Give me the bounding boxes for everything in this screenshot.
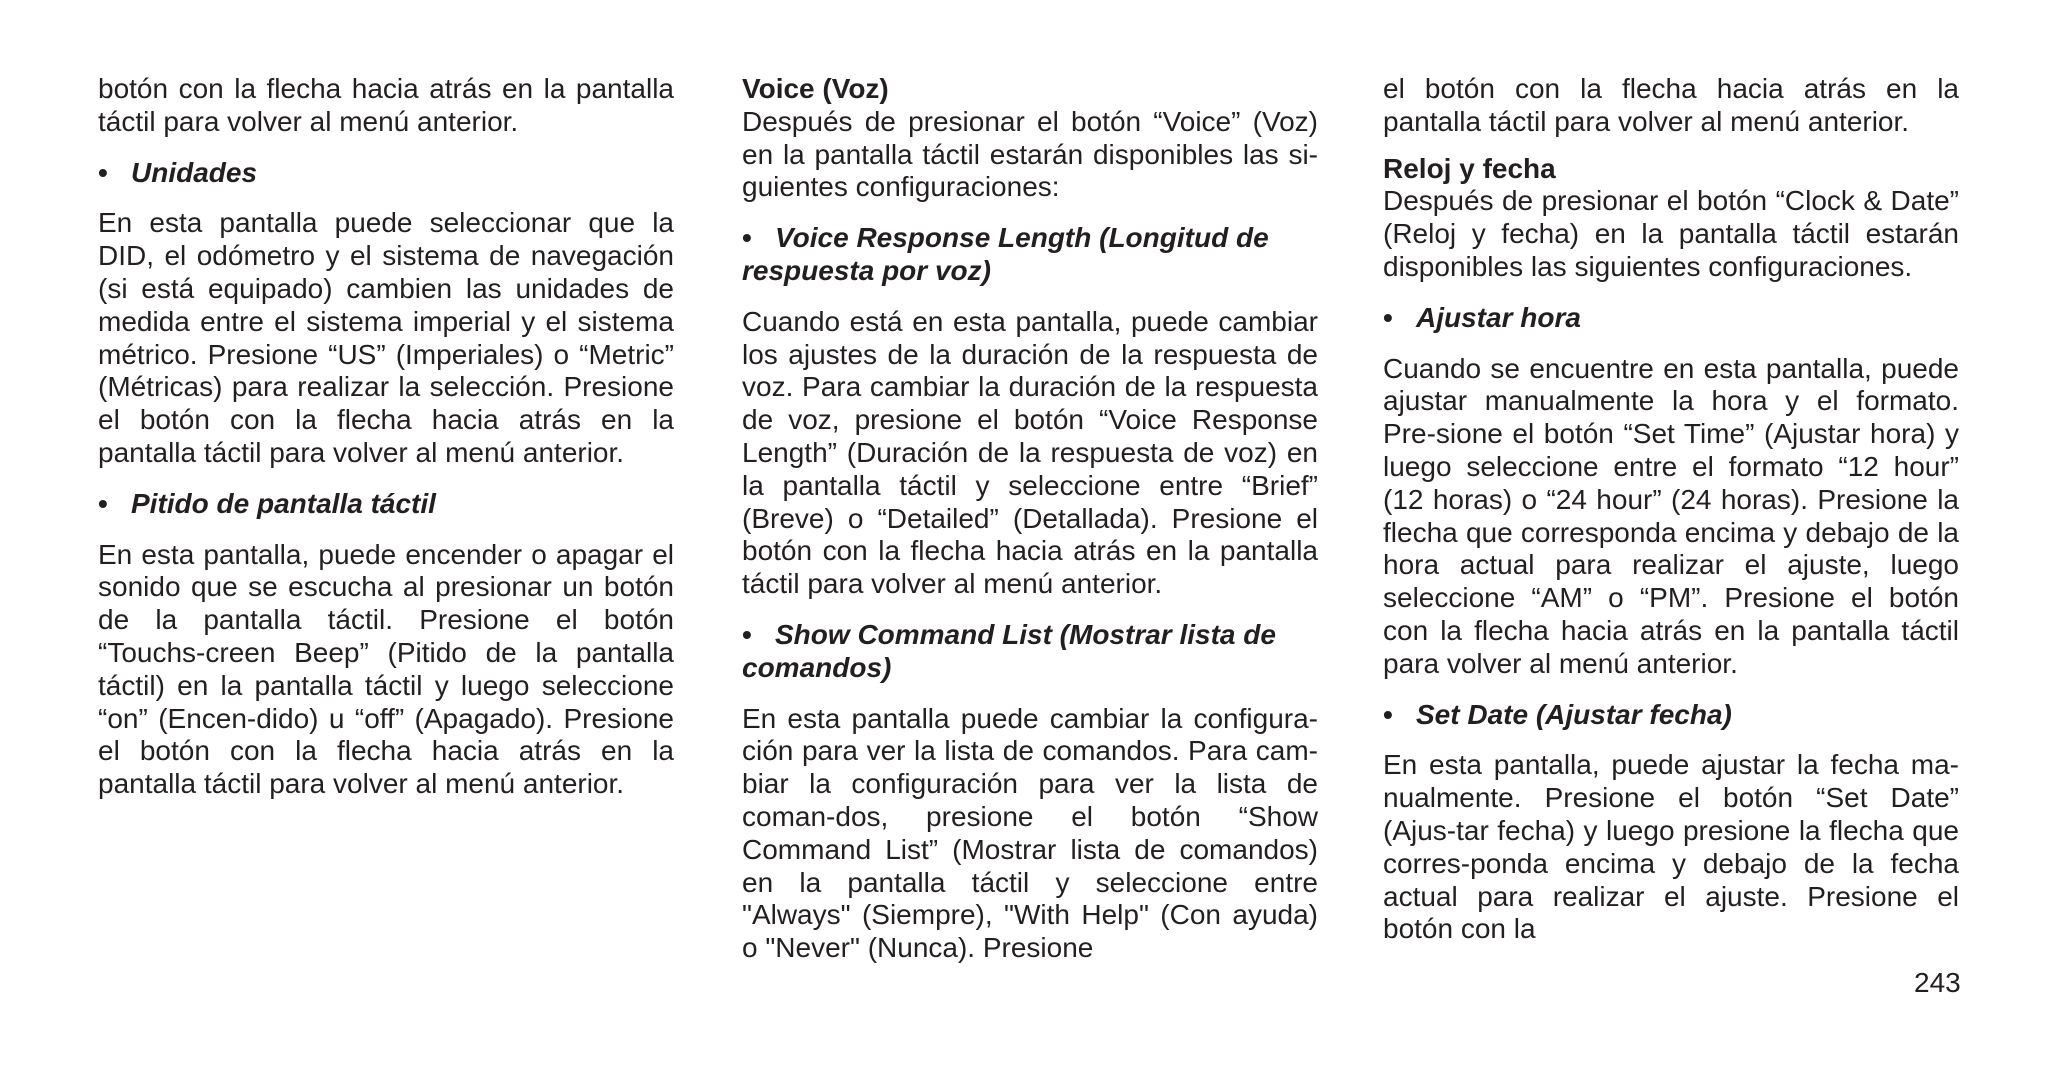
paragraph: botón con la flecha hacia atrás en la pantalla táctil para volver al menú anterior. [98, 73, 674, 137]
bullet-icon: • [742, 222, 752, 254]
paragraph: el botón con la flecha hacia atrás en la pantalla táctil para volver al menú anterior. [1383, 73, 1959, 137]
paragraph: En esta pantalla puede seleccionar que la DID, el odómetro y el sistema de navegación (si está equipado) cambien las unidades de medida entre el sistema imperial y el sistema métrico. Presione “US” (Imperiales) o “Metric” (Métricas) para realizar la selección. Presione el botón con la flecha hacia atrás en la pantalla táctil para volver al menú anterior. [98, 207, 674, 468]
section-heading-voice: Voice (Voz) [742, 73, 889, 104]
bullet-heading-text: Voice Response Length (Longitud de respuesta por voz) [742, 222, 1269, 286]
bullet-heading-text: Set Date (Ajustar fecha) [1416, 698, 1732, 730]
page-number: 243 [1914, 967, 1961, 998]
paragraph: Después de presionar el botón “Voice” (Voz) en la pantalla táctil estarán disponibles las si-guientes configuraciones: [742, 105, 1318, 203]
paragraph: En esta pantalla, puede ajustar la fecha ma-nualmente. Presione el botón “Set Date” (Ajus-tar fecha) y luego presione la flecha que corres-ponda encima y debajo de la fecha actual para realizar el ajuste. Presione el botón con la [1383, 749, 1959, 945]
paragraph: Cuando está en esta pantalla, puede cambiar los ajustes de la duración de la respuesta de voz. Para cambiar la duración de la respuesta de voz, presione el botón “Voice Response Length” (Duración de la respuesta de voz) en la pantalla táctil y seleccione entre “Brief” (Breve) o “Detailed” (Detallada). Presione el botón con la flecha hacia atrás en la pantalla táctil para volver al menú anterior. [742, 305, 1318, 600]
bullet-heading-show-command-list [742, 619, 1318, 685]
section-heading-reloj-fecha: Reloj y fecha [1383, 152, 1556, 184]
bullet-icon: • [98, 156, 108, 188]
paragraph: En esta pantalla puede cambiar la configura-ción para ver la lista de comandos. Para cam-biar la configuración para ver la lista de coman-dos, presione el botón “Show Command List” (Mostrar lista de comandos) en la pantalla táctil y seleccione entre "Always" (Siempre), "With Help" (Con ayuda) o "Never" (Nunca). Presione [742, 702, 1318, 964]
bullet-icon: • [1383, 301, 1393, 333]
bullet-heading-ajustar-hora [1383, 302, 1959, 335]
column-left [98, 73, 674, 801]
bullet-icon: • [742, 618, 752, 650]
bullet-heading-voice-response-length [742, 222, 1318, 288]
bullet-heading-unidades [98, 157, 674, 190]
bullet-heading-pitido [98, 488, 674, 521]
paragraph: En esta pantalla, puede encender o apagar el sonido que se escucha al presionar un botón de la pantalla táctil. Presione el botón “Touchs-creen Beep” (Pitido de la pantalla táctil) en la pantalla táctil y luego seleccione “on” (Encen-dido) u “off” (Apagado). Presione el botón con la flecha hacia atrás en la pantalla táctil para volver al menú anterior. [98, 538, 674, 800]
bullet-icon: • [1383, 698, 1393, 730]
paragraph: Después de presionar el botón “Clock & Date” (Reloj y fecha) en la pantalla táctil estarán disponibles las siguientes configuraciones. [1383, 185, 1959, 282]
bullet-heading-text: Show Command List (Mostrar lista de comandos) [742, 618, 1276, 683]
bullet-icon: • [98, 487, 108, 519]
bullet-heading-set-date [1383, 699, 1959, 732]
column-right [1383, 73, 1959, 946]
bullet-heading-text: Ajustar hora [1416, 301, 1581, 333]
bullet-heading-text: Unidades [131, 156, 258, 188]
bullet-heading-text: Pitido de pantalla táctil [131, 487, 436, 519]
column-middle [742, 73, 1318, 965]
paragraph: Cuando se encuentre en esta pantalla, puede ajustar manualmente la hora y el formato. Pre-sione el botón “Set Time” (Ajustar hora) y luego seleccione entre el formato “12 hour” (12 horas) o “24 hour” (24 horas). Presione la flecha que corresponda encima y debajo de la hora actual para realizar el ajuste, luego seleccione “AM” o “PM”. Presione el botón con la flecha hacia atrás en la pantalla táctil para volver al menú anterior. [1383, 352, 1959, 679]
